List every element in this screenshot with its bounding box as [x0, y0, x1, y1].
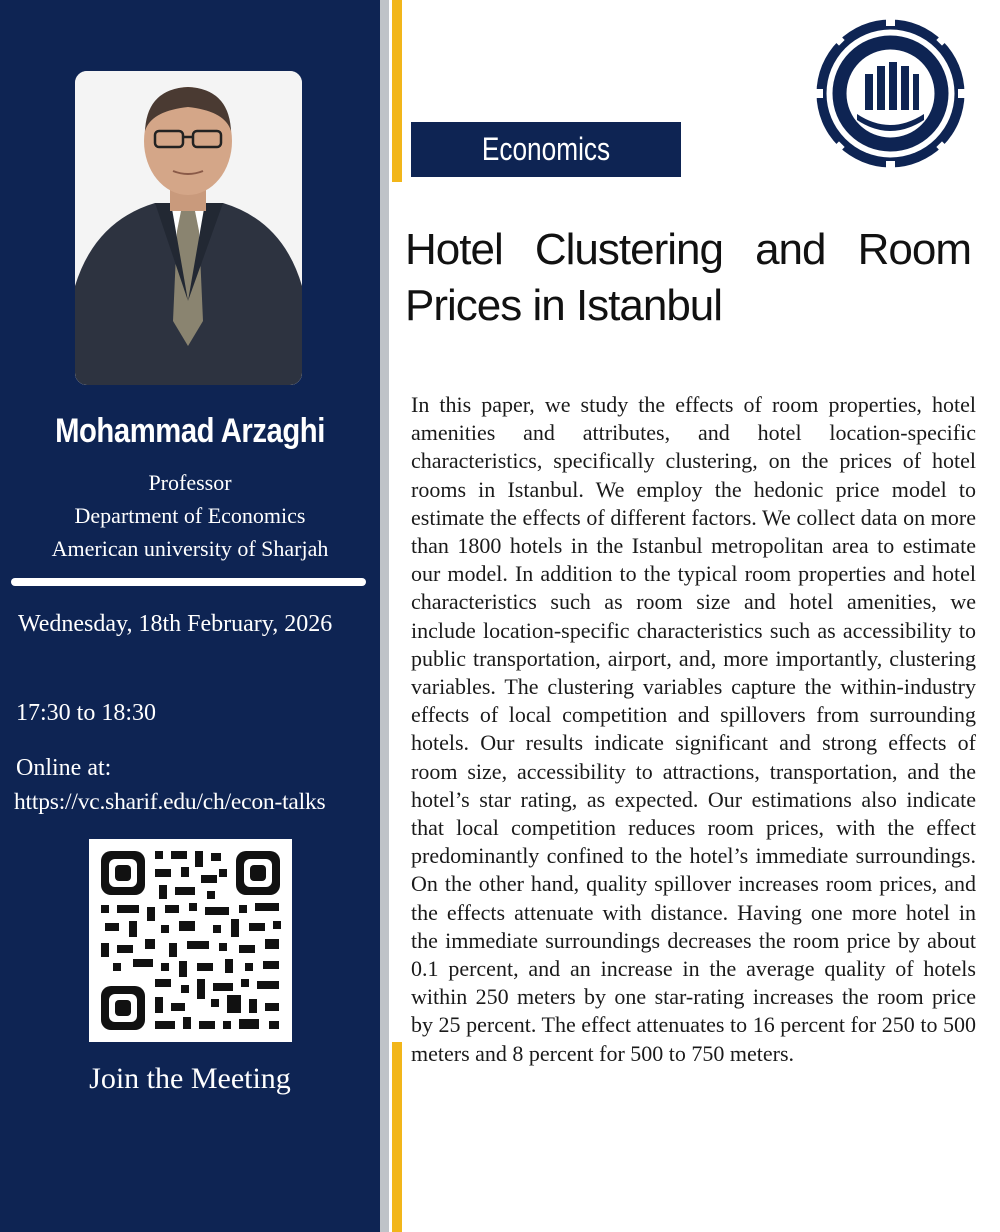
- meeting-url[interactable]: https://vc.sharif.edu/ch/econ-talks: [14, 789, 326, 815]
- seminar-tag-label: Economics Seminar: [481, 131, 611, 222]
- speaker-photo: [75, 71, 302, 385]
- speaker-department: Department of Economics: [74, 503, 306, 528]
- university-seal-icon: [813, 16, 968, 171]
- speaker-name: Mohammad Arzaghi: [55, 412, 325, 450]
- accent-bar-top: [392, 0, 402, 182]
- sidebar-rule: [11, 578, 366, 586]
- seminar-tag: [411, 122, 681, 222]
- talk-abstract: In this paper, we study the effects of room properties, hotel amenities and attributes, and hotel location-specific characteristics, specifically clustering, on the prices of hotel rooms in Istanbul. We employ the hedonic price model to estimate the effects of different factors. We collect data on more than 1800 hotels in the Istanbul metropolitan area to estimate our model. In addition to the typical room properties and hotel characteristics such as room size and hotel amenities, we include location-specific characteristics such as accessibility to public transportation, airport, and, more importantly, clustering variables. The clustering variables capture the within-industry effects of local competition and spillovers from surrounding hotels. Our results indicate significant and strong effects of room size, accessibility to attractions, transportation, and the hotel’s star rating, as expected. Our estimations also indicate that local competition reduces room prices, with the effect predominantly confined to the hotel’s immediate surroundings. On the other hand, quality spillover increases room prices, and the effects attenuate with distance. Having one more hotel in the immediate surroundings decreases the room price by about 0.1 percent, and an increase in the average quality of hotels within 250 meters by one star-rating increases the room price by 25 percent. The effect attenuates to 16 percent for 250 to 500 meters and 8 percent for 500 to 750 meters.: [411, 392, 976, 1066]
- divider-bar: [380, 0, 389, 1232]
- speaker-position: Professor: [148, 470, 232, 495]
- online-label: Online at:: [16, 755, 112, 781]
- accent-bar-bottom: [392, 1042, 402, 1232]
- qr-code-icon[interactable]: [89, 839, 292, 1042]
- talk-title: Hotel Clustering and Room Prices in Istanbul: [405, 225, 971, 330]
- event-date: Wednesday, 18th February, 2026: [18, 611, 333, 637]
- event-time: 17:30 to 18:30: [16, 700, 157, 726]
- join-meeting-link[interactable]: Join the Meeting: [89, 1062, 291, 1095]
- speaker-university: American university of Sharjah: [51, 536, 329, 561]
